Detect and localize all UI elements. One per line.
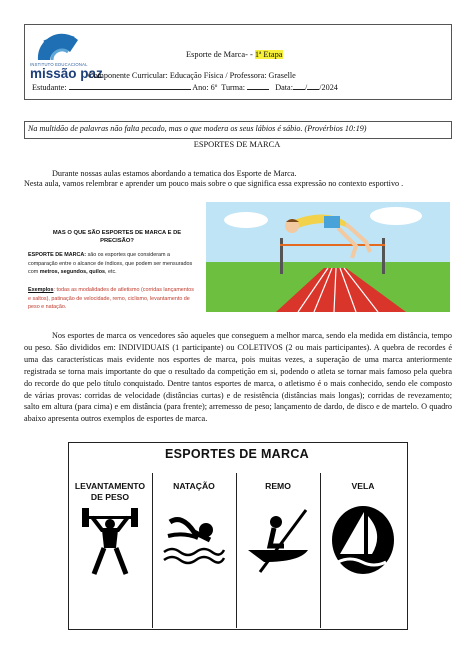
- date-year: /2024: [319, 83, 338, 92]
- high-jump-illustration: [206, 202, 450, 312]
- infographic-definition: [28, 251, 196, 277]
- class-field[interactable]: [247, 81, 269, 90]
- logo-text-name: missão paz: [30, 66, 103, 81]
- swimming-icon: [162, 502, 226, 578]
- examples-text: : todas as modalidades de atletismo (corridas lançamentos e saltos), patinação de velocidade, remo, ciclismo, levantamento de peso e natação.: [28, 287, 194, 311]
- date-day-field[interactable]: [293, 81, 305, 90]
- examples-label: Exemplos: [28, 287, 54, 293]
- rowing-icon: [244, 502, 314, 578]
- column-divider: [320, 473, 321, 628]
- sport-label-weightlifting: LEVANTAMENTO DE PESO: [74, 481, 146, 502]
- infographic-question: MAS O QUE SÃO ESPORTES DE MARCA E DE PRECISÃO?: [52, 230, 182, 244]
- weightlifting-icon: [80, 502, 140, 578]
- date-month-field[interactable]: [307, 81, 319, 90]
- title-prefix: Esporte de Marca- -: [186, 50, 255, 59]
- section-title: ESPORTES DE MARCA: [193, 140, 281, 149]
- title-stage-highlight: 1ª Etapa: [254, 50, 283, 59]
- sport-label-rowing: REMO: [265, 481, 291, 491]
- year-label: Ano: 6º: [192, 83, 218, 92]
- sport-label-sailing: VELA: [351, 481, 375, 491]
- sailing-icon: [328, 502, 398, 578]
- logo-text-institute: INSTITUTO EDUCACIONAL: [30, 62, 88, 67]
- infographic-examples: [28, 286, 196, 312]
- component-line: Componente Curricular: Educação Física / Professora: Graselle: [88, 71, 296, 80]
- definition-units: metros, segundos, quilos: [39, 269, 105, 276]
- definition-text: são os esportes que consideram a comparação entre o alcance de índices, que podem ser mensurados com: [28, 252, 193, 276]
- class-label: Turma:: [221, 83, 246, 92]
- sports-table-title: ESPORTES DE MARCA: [164, 447, 309, 461]
- student-name-field[interactable]: [69, 81, 191, 90]
- definition-label: ESPORTE DE MARCA:: [28, 252, 87, 258]
- intro-line-1: Durante nossas aulas estamos abordando a tematica dos Esporte de Marca.: [52, 169, 297, 178]
- sport-label-swimming: NATAÇÃO: [173, 481, 215, 491]
- proverb-quote: Na multidão de palavras não falta pecado, mas o que modera os seus lábios é sábio. (Provérbios 10:19): [28, 124, 367, 133]
- date-label: Data:: [275, 83, 293, 92]
- column-divider: [152, 473, 153, 628]
- student-label: Estudante:: [32, 83, 67, 92]
- body-paragraph: Nos esportes de marca os vencedores são aqueles que conseguem a melhor marca, sendo ela medida em distância, tempo ou peso. São divididos em: INDIVIDUAIS (1 participante) ou COLETIVOS (2 ou mais participantes). A quebra de recordes é uma das características mais evidente nos esportes de marca, pois muitas vezes, a superação de uma marca anteriormente registrada se torna mais importante do que o resultado da competição em si, podendo o atleta se tornar mais famoso pela quebra do recorde do que pelo título conquistado. Dentre tantos esportes de marca, o atletismo é o mais conhecido, sendo ele composto de várias provas: corridas de velocidade (distâncias curtas) e de resistência (distâncias mais longas); corridas de revezamento; salto em altura (para cima) e em distância (para frente); arremesso de peso; lançamento de dardo, de disco e de martelo. O quadro abaixo apresenta outros exemplos de esportes de marca.: [24, 331, 452, 424]
- intro-line-2: Nesta aula, vamos relembrar e aprender um pouco mais sobre o que significa essa expressão no contexto esportivo .: [24, 179, 404, 188]
- document-title: [186, 50, 283, 59]
- column-divider: [236, 473, 237, 628]
- student-info-line: Estudante: Ano: 6º Turma: Data: / /2024: [32, 83, 338, 92]
- definition-end: , etc.: [104, 269, 117, 276]
